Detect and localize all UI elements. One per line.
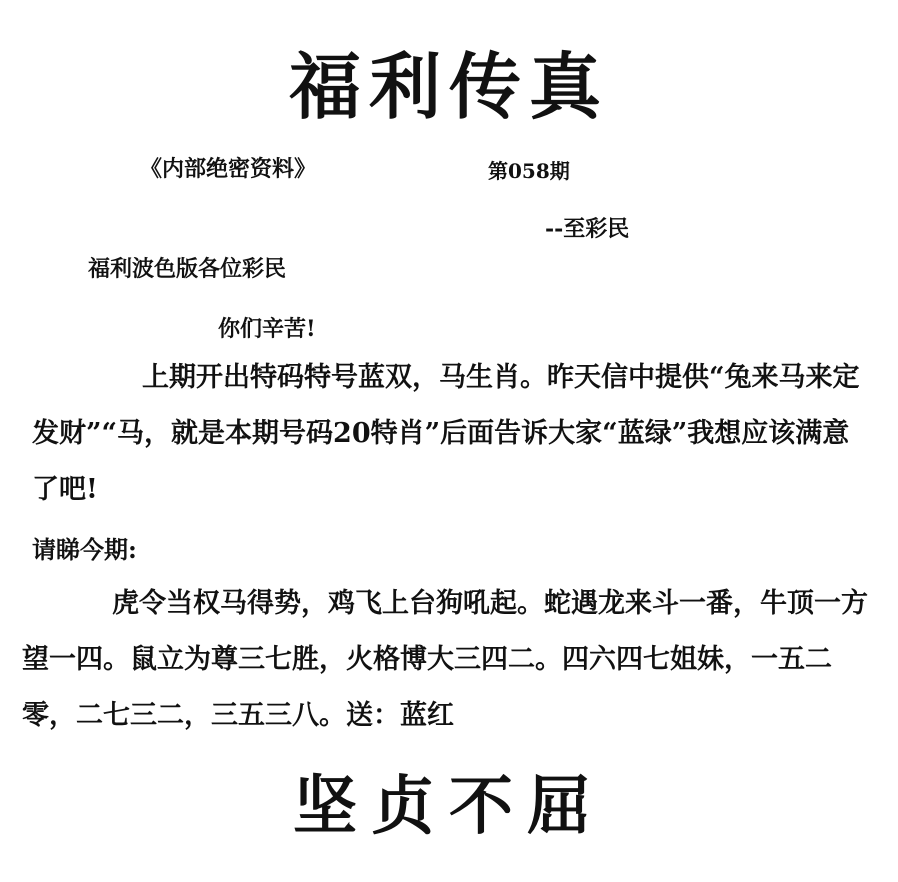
- footer-slogan: 坚贞不屈: [293, 769, 605, 844]
- body-paragraph-2: 虎令当权马得势，鸡飞上台狗吼起。蛇遇龙来斗一番，牛顶一方望一四。鼠立为尊三七胜，火格博大三四二。四六四七姐妹，一五二零，二七三二，三五三八。送：蓝红: [22, 588, 868, 731]
- document-subtitle: 《内部绝密资料》: [140, 156, 317, 182]
- issue-number: 第058期: [488, 159, 570, 183]
- greeting-line: 你们辛苦!: [218, 316, 316, 342]
- section-label: 请睇今期:: [32, 535, 137, 564]
- recipient-line: --至彩民: [545, 216, 630, 242]
- document-title: 福利传真: [288, 44, 609, 129]
- addressee-line: 福利波色版各位彩民: [88, 256, 287, 282]
- body-paragraph-1: 上期开出特码特号蓝双，马生肖。昨天信中提供“兔来马来定发财”“马，就是本期号码20特肖”后面告诉大家“蓝绿”我想应该满意了吧!: [32, 362, 860, 505]
